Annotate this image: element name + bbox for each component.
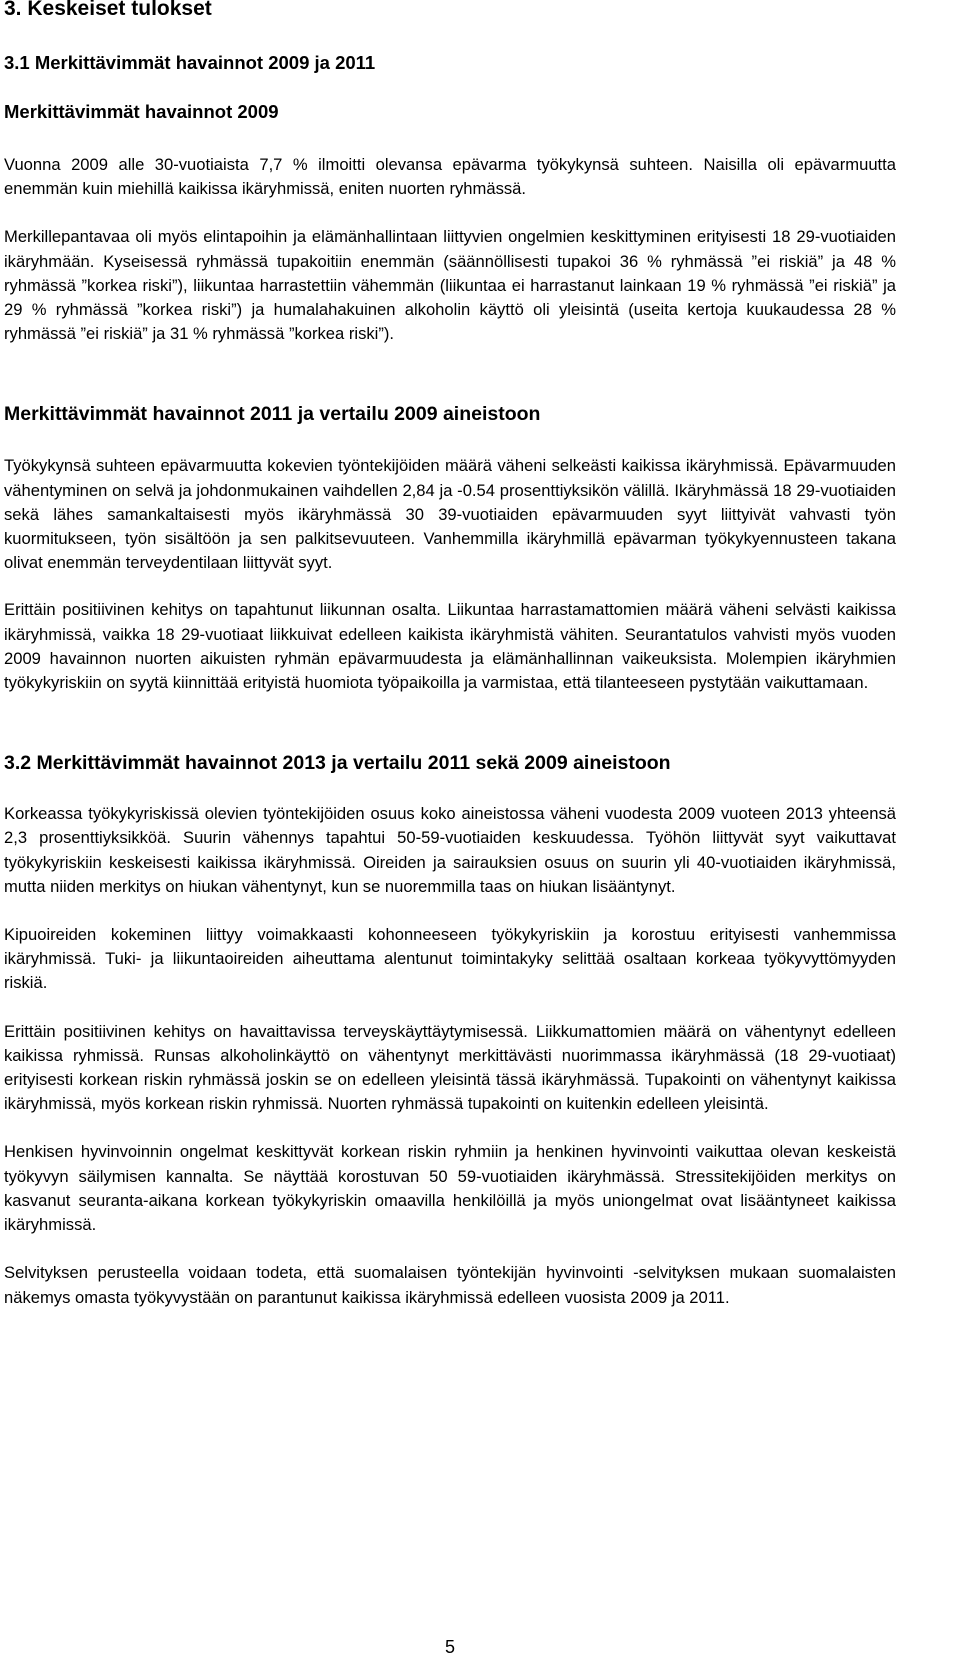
section-title-3-1: 3.1 Merkittävimmät havainnot 2009 ja 2011 bbox=[4, 52, 376, 73]
paragraph: Korkeassa työkykyriskissä olevien työntekijöiden osuus koko aineistossa väheni vuodesta 2009 vuoteen 2013 yhteensä 2,3 prosenttiyksikköä. Suurin vähennys tapahtui 50-59-vuotiaiden keskuudessa. Työhön liittyvät syyt vaikuttavat työkykyriskiin keskeisesti kaikissa ikäryhmissä. Oireiden ja sairauksien osuus on suurin yli 40-vuotiaiden ikäryhmissä, mutta niiden merkitys on hiukan vähentynyt, kun se nuoremmilla taas on hiukan lisääntynyt. bbox=[4, 804, 896, 896]
subheading-2011: Merkittävimmät havainnot 2011 ja vertailu 2009 aineistoon bbox=[4, 403, 541, 426]
chapter-title: 3. Keskeiset tulokset bbox=[4, 0, 212, 20]
page-number: 5 bbox=[444, 1637, 455, 1657]
paragraph: Henkisen hyvinvoinnin ongelmat keskittyvät korkean riskin ryhmiin ja henkinen hyvinvointi vaikuttaa olevan keskeistä työkyvyn säilymisen kannalta. Se näyttää korostuvan 50 59-vuotiaiden ikäryhmässä. Stressitekijöiden merkitys on kasvanut seuranta-aikana korkean työkykyriskin omaavilla henkilöillä ja myös uniongelmat ovat lisääntyneet kaikissa ikäryhmissä. bbox=[4, 1142, 896, 1235]
paragraph: Merkillepantavaa oli myös elintapoihin ja elämänhallintaan liittyvien ongelmien keskittyminen erityisesti 18 29-vuotiaiden ikäryhmään. Kyseisessä ryhmässä tupakoitiin enemmän (säännöllisesti tupakoi 36 % ryhmässä ”ei riskiä” ja 48 % ryhmässä ”korkea riski”), liikuntaa harrastettiin vähemmän (liikuntaa ei harrastanut lainkaan 19 % ryhmässä ”ei riskiä” ja 29 % ryhmässä ”korkea riski”) ja humalahakuinen alkoholin käyttö oli yleisintä (useita kertoja kuukaudessa 28 % ryhmässä ”ei riskiä” ja 31 % ryhmässä ”korkea riski”). bbox=[4, 227, 896, 344]
paragraph: Vuonna 2009 alle 30-vuotiaista 7,7 % ilmoitti olevansa epävarma työkykynsä suhteen. Naisilla oli epävarmuutta enemmän kuin miehillä kaikissa ikäryhmissä, eniten nuorten ryhmässä. bbox=[4, 155, 896, 199]
paragraph: Erittäin positiivinen kehitys on havaittavissa terveyskäyttäytymisessä. Liikkumattomien määrä on vähentynyt edelleen kaikissa ryhmissä. Runsas alkoholinkäyttö on vähentynyt merkittävästi nuorimmassa ikäryhmässä (18 29-vuotiaat) erityisesti korkean riskin ryhmässä joskin se on edelleen yleisintä tässä ikäryhmässä. Tupakointi on vähentynyt kaikissa ikäryhmissä, myös korkean riskin ryhmissä. Nuorten ryhmässä tupakointi on kuitenkin edelleen yleisintä. bbox=[4, 1021, 896, 1114]
subheading-2009: Merkittävimmät havainnot 2009 bbox=[4, 101, 279, 122]
page-content bbox=[4, 0, 896, 1310]
paragraph: Työkykynsä suhteen epävarmuutta kokevien työntekijöiden määrä väheni selkeästi kaikissa ikäryhmissä. Epävarmuuden vähentyminen on selvä ja johdonmukainen vaihdellen 2,84 ja -0.54 prosenttiyksikön välillä. Ikäryhmässä 18 29-vuotiaiden sekä lähes samankaltaisesti myös ikäryhmässä 30 39-vuotiaiden epävarmuuden syyt liittyivät vahvasti työn kuormitukseen, työn sisältöön ja sen palkitsevuuteen. Vanhemmilla ikäryhmillä epävarman työkykyennusteen takana olivat enemmän terveydentilaan liittyvät syyt. bbox=[4, 456, 896, 573]
paragraph: Erittäin positiivinen kehitys on tapahtunut liikunnan osalta. Liikuntaa harrastamattomien määrä väheni selvästi kaikissa ikäryhmissä, vaikka 18 29-vuotiaat liikkuivat edelleen kaikista ikäryhmistä vähiten. Seurantatulos vahvisti myös vuoden 2009 havainnon nuorten aikuisten ryhmän epävarmuudesta ja elämänhallinnan vaikeuksista. Molempien ikäryhmien työkykyriskiin on syytä kiinnittää erityistä huomiota työpaikoilla ja varmistaa, että tilanteeseen pystytään vaikuttamaan. bbox=[4, 600, 896, 693]
paragraph: Kipuoireiden kokeminen liittyy voimakkaasti kohonneeseen työkykyriskiin ja korostuu erityisesti vanhemmissa ikäryhmissä. Tuki- ja liikuntaoireiden aiheuttama alentunut toimintakyky selittää osaltaan korkeaa työkyvyttömyyden riskiä. bbox=[4, 925, 896, 993]
paragraph: Selvityksen perusteella voidaan todeta, että suomalaisen työntekijän hyvinvointi -selvityksen mukaan suomalaisten näkemys omasta työkyvystään on parantunut kaikissa ikäryhmissä edelleen vuosista 2009 ja 2011. bbox=[4, 1263, 896, 1307]
section-title-3-2: 3.2 Merkittävimmät havainnot 2013 ja vertailu 2011 sekä 2009 aineistoon bbox=[4, 752, 671, 775]
